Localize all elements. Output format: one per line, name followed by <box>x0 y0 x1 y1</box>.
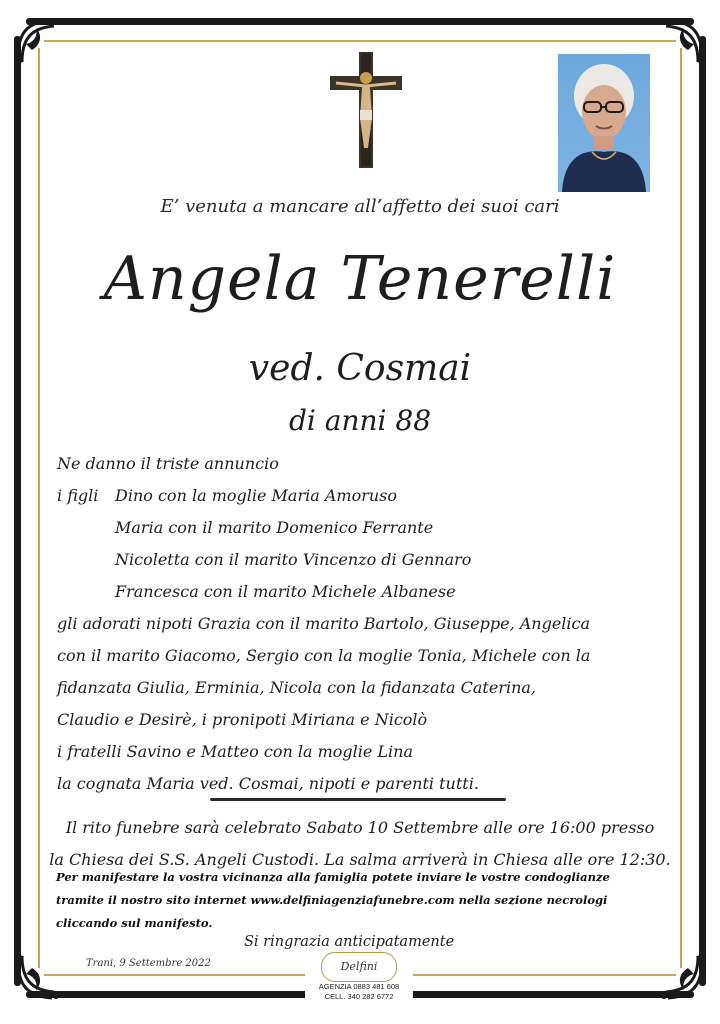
deceased-age: di anni 88 <box>288 404 432 437</box>
ornament-corner-icon <box>654 14 708 68</box>
agency-badge <box>305 952 413 1010</box>
deceased-name: Angela Tenerelli <box>103 244 617 314</box>
condolences-line: Per manifestare la vostra vicinanza alla famiglia potete inviare le vostre condoglianze <box>56 870 610 884</box>
agency-logo: Delfini <box>321 952 397 982</box>
children-first-line <box>57 480 657 512</box>
child-entry: Francesca con il marito Michele Albanese <box>115 582 456 601</box>
condolences-notice <box>56 866 676 935</box>
announcement-line: Ne danno il triste annuncio <box>57 454 279 473</box>
agency-phone: AGENZIA 0883 481 608 <box>318 982 400 991</box>
agency-cell: CELL. 340 282 6772 <box>324 992 394 1001</box>
widow-of: ved. Cosmai <box>248 348 472 389</box>
crucifix-icon <box>326 52 406 168</box>
ornament-corner-icon <box>12 950 66 1004</box>
rite-line: Il rito funebre sarà celebrato Sabato 10 Settembre alle ore 16:00 presso <box>65 818 655 837</box>
relatives-line: i fratelli Savino e Matteo con la moglie Lina <box>57 742 413 761</box>
section-divider <box>210 798 506 801</box>
frame-border-top <box>26 18 694 25</box>
rite-line: la Chiesa dei S.S. Angeli Custodi. La salma arriverà in Chiesa alle ore 12:30. <box>49 850 671 869</box>
family-announcement <box>57 448 657 800</box>
condolences-line: cliccando sul manifesto. <box>56 916 213 930</box>
relatives-line: gli adorati nipoti Grazia con il marito Bartolo, Giuseppe, Angelica <box>57 614 591 633</box>
relatives-line: la cognata Maria ved. Cosmai, nipoti e parenti tutti. <box>57 774 479 793</box>
intro-line: E’ venuta a mancare all’affetto dei suoi cari <box>160 196 560 217</box>
gold-rule-top <box>44 40 676 42</box>
deceased-portrait <box>558 54 650 192</box>
children-label: i figli <box>57 486 99 505</box>
relatives-line: fidanzata Giulia, Erminia, Nicola con la fidanzata Caterina, <box>57 678 537 697</box>
child-entry: Maria con il marito Domenico Ferrante <box>115 518 434 537</box>
child-entry: Dino con la moglie Maria Amoruso <box>115 486 397 505</box>
condolences-line: tramite il nostro sito internet www.delfiniagenziafunebre.com nella sezione necrologi <box>56 893 608 907</box>
relatives-line: con il marito Giacomo, Sergio con la moglie Tonia, Michele con la <box>57 646 591 665</box>
place-date: Trani, 9 Settembre 2022 <box>86 958 211 969</box>
child-entry: Nicoletta con il marito Vincenzo di Gennaro <box>115 550 472 569</box>
ornament-corner-icon <box>654 950 708 1004</box>
relatives-line: Claudio e Desirè, i pronipoti Miriana e Nicolò <box>57 710 428 729</box>
thanks-line: Si ringrazia anticipatamente <box>244 934 455 950</box>
ornament-corner-icon <box>12 14 66 68</box>
